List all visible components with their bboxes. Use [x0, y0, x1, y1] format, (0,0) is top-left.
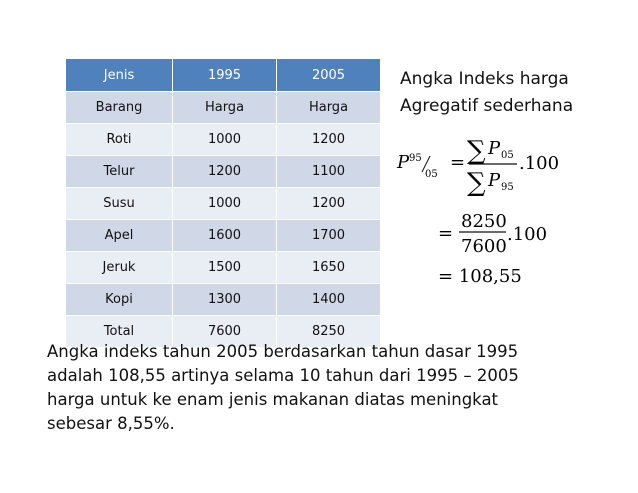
cell-2005: Harga: [277, 92, 381, 124]
formula-svg: [395, 128, 615, 303]
header-1995: 1995: [173, 59, 277, 92]
cell-item: Barang: [66, 92, 173, 124]
cell-2005: 1200: [277, 124, 381, 156]
lhs-sub-top: 95: [409, 153, 422, 164]
denominator-sub: 95: [501, 182, 514, 193]
multiplier: .100: [519, 153, 560, 174]
index-formula: [395, 128, 615, 303]
table-row: [66, 124, 381, 156]
table-row: [66, 220, 381, 252]
cell-item: Apel: [66, 220, 173, 252]
cell-item: Telur: [66, 156, 173, 188]
cell-1995: Harga: [173, 92, 277, 124]
cell-1995: 1600: [173, 220, 277, 252]
cell-1995: 1500: [173, 252, 277, 284]
step2-equals: =: [438, 223, 454, 244]
table-row: [66, 252, 381, 284]
cell-item: Kopi: [66, 284, 173, 316]
paragraph-line3: harga untuk ke enam jenis makanan diatas meningkat: [47, 390, 499, 409]
step2-numerator: 8250: [461, 211, 507, 232]
sum-icon-denominator: ∑: [467, 168, 486, 198]
header-jenis: Jenis: [66, 59, 173, 92]
paragraph-line1: Angka indeks tahun 2005 berdasarkan tahun dasar 1995: [47, 342, 519, 361]
cell-item: Total: [66, 316, 173, 348]
cell-item: Susu: [66, 188, 173, 220]
table-header-row: [66, 59, 381, 92]
formula-title-line2: Agregatif sederhana: [400, 96, 574, 116]
formula-title: [400, 66, 573, 120]
paragraph-line4: sebesar 8,55%.: [47, 414, 175, 433]
lhs-sub-bottom: 05: [425, 169, 438, 180]
table-row: [66, 188, 381, 220]
lhs-symbol: P: [397, 152, 410, 173]
cell-2005: 8250: [277, 316, 381, 348]
cell-2005: 1200: [277, 188, 381, 220]
explanation-paragraph: [47, 340, 607, 436]
table-row: [66, 156, 381, 188]
sum-icon-numerator: ∑: [467, 136, 486, 166]
numerator-symbol: P: [488, 138, 501, 159]
cell-2005: 1400: [277, 284, 381, 316]
cell-1995: 1200: [173, 156, 277, 188]
cell-2005: 1650: [277, 252, 381, 284]
table-row: [66, 92, 381, 124]
equals-sign: =: [450, 152, 466, 173]
step2-multiplier: .100: [507, 224, 548, 245]
step2-denominator: 7600: [461, 236, 507, 257]
cell-item: Roti: [66, 124, 173, 156]
cell-1995: 1000: [173, 124, 277, 156]
cell-1995: 1000: [173, 188, 277, 220]
formula-title-line1: Angka Indeks harga: [400, 69, 569, 89]
cell-1995: 1300: [173, 284, 277, 316]
cell-item: Jeruk: [66, 252, 173, 284]
paragraph-line2: adalah 108,55 artinya selama 10 tahun dari 1995 – 2005: [47, 366, 519, 385]
result: = 108,55: [438, 266, 522, 287]
cell-2005: 1100: [277, 156, 381, 188]
header-2005: 2005: [277, 59, 381, 92]
table-row: [66, 284, 381, 316]
cell-2005: 1700: [277, 220, 381, 252]
price-table: [65, 58, 381, 348]
cell-1995: 7600: [173, 316, 277, 348]
denominator-symbol: P: [488, 170, 501, 191]
numerator-sub: 05: [501, 150, 514, 161]
